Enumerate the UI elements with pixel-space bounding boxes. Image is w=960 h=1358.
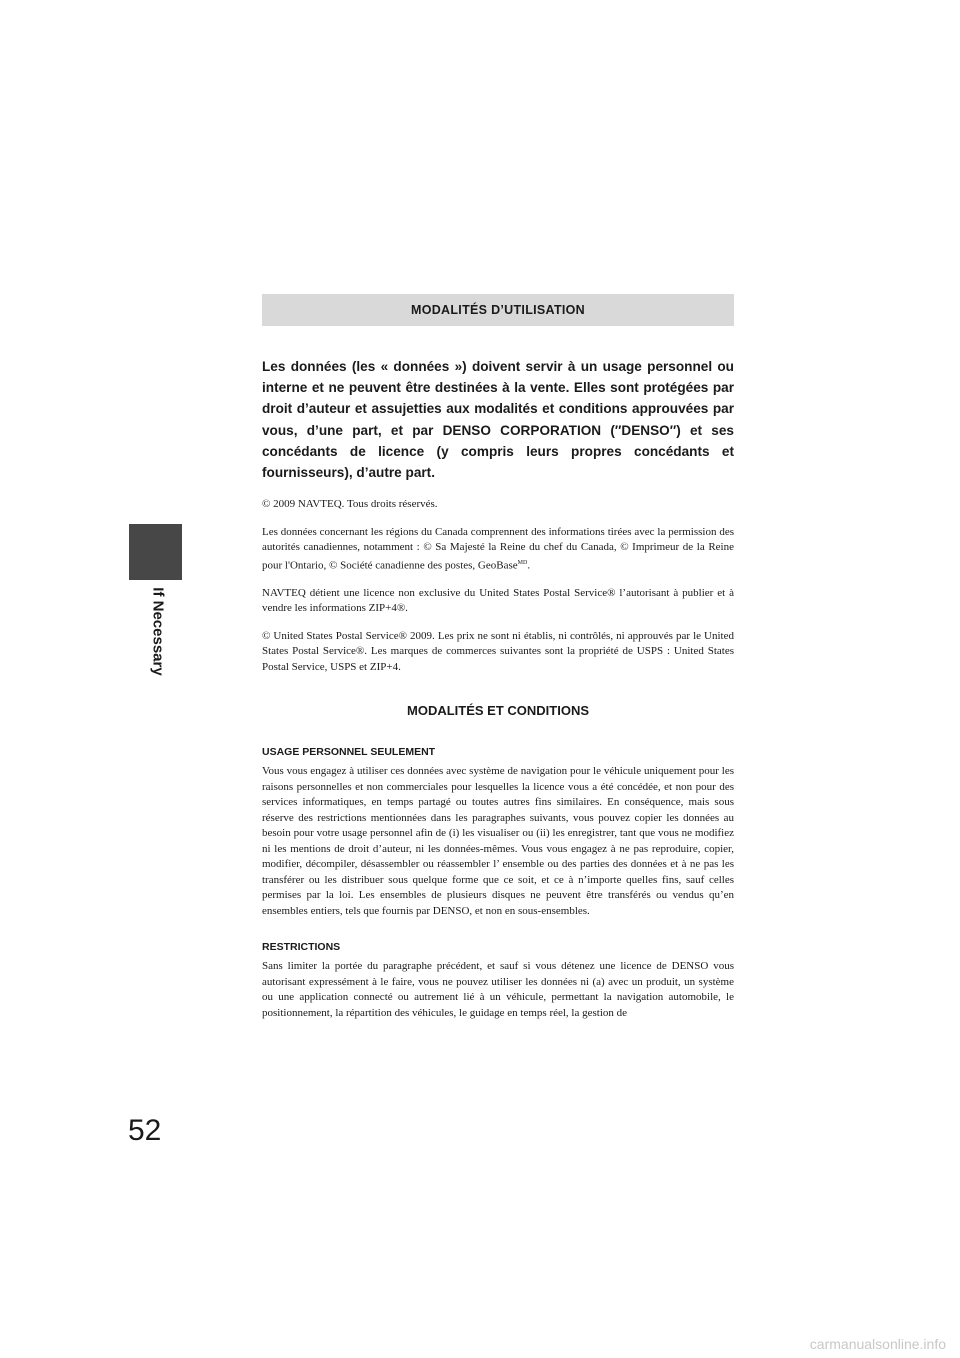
- lead-paragraph: Les données (les « données ») doivent servir à un usage personnel ou interne et ne peuvent être destinées à la vente. Elles sont protégées par droit d’auteur et assujetties aux modalités et conditions approuvées par vous, d’une part, et par DENSO CORPORATION (″DENSO″) et ses concédants de licence (y compris leurs propres concédants et fournisseurs), d’autre part.: [262, 359, 734, 481]
- canada-text: Les données concernant les régions du Canada comprennent des informations tirées avec la permission des autorités canadiennes, notamment : © Sa Majesté la Reine du chef du Canada, © Imprimeur de la Reine pour l'Ontario, © Société canadienne des postes, GeoBase: [262, 525, 734, 572]
- section-label: [143, 586, 173, 676]
- personal-use-paragraph: Vous vous engagez à utiliser ces données avec système de navigation pour le véhicule uniquement pour les raisons personnelles et non commerciales pour lesquelles la licence vous a été concédée, et non pour des services informatiques, en temps partagé ou toutes autres fins similaires. En conséquence, mais sous réserve des restrictions mentionnées dans les paragraphes suivants, vous pouvez copier les données au besoin pour votre usage personnel afin de (i) les visualiser ou (ii) les enregistrer, tant que vous ne modifiez ni les mentions de droit d’auteur, ni les données-mêmes. Vous vous engagez à ne pas reproduire, copier, modifier, décompiler, désassembler ou réassembler l’ ensemble ou des parties des données et à ne pas les transférer ou les distribuer sous quelque forme que ce soit, et ce à n’importe quelles fins, sauf celles permises par la loi. Les ensembles de plusieurs disques ne peuvent être transférés ou vendus qu’en ensembles entiers, tels que fournis par DENSO, et non en sous-ensembles.: [262, 765, 734, 917]
- page-number: 52: [128, 1114, 162, 1147]
- restrictions-heading: RESTRICTIONS: [262, 941, 341, 954]
- restrictions-paragraph: Sans limiter la portée du paragraphe précédent, et sauf si vous détenez une licence de DENSO vous autorisant expressément à le faire, vous ne pouvez utiliser les données ni (a) avec un produit, un système ou une application connecté ou autrement lié à un véhicule, permettant la navigation automobile, le positionnement, la répartition des véhicules, le guidage en temps réel, la gestion de: [262, 960, 734, 1019]
- copyright-navteq: © 2009 NAVTEQ. Tous droits réservés.: [262, 498, 438, 511]
- site-watermark: carmanualsonline.info: [809, 1336, 946, 1352]
- navteq-license-paragraph: NAVTEQ détient une licence non exclusive du United States Postal Service® l’autorisant à publier et à vendre les informations ZIP+4®.: [262, 586, 734, 615]
- page-content: [262, 294, 734, 1021]
- terms-heading: MODALITÉS ET CONDITIONS: [407, 703, 589, 719]
- section-tab-marker: [129, 524, 182, 580]
- section-banner: [262, 294, 734, 326]
- section-label-text: If Necessary: [149, 586, 167, 676]
- canada-paragraph: [262, 525, 734, 574]
- personal-use-heading: USAGE PERSONNEL SEULEMENT: [262, 746, 436, 759]
- canada-end: .: [527, 559, 531, 572]
- banner-title: MODALITÉS D’UTILISATION: [410, 303, 586, 317]
- usps-paragraph: © United States Postal Service® 2009. Les prix ne sont ni établis, ni contrôlés, ni approuvés par le United States Postal Service®. Les marques de commerces suivantes sont la propriété de USPS : United States Postal Service, USPS et ZIP+4.: [262, 629, 734, 673]
- canada-superscript: MD: [517, 559, 528, 566]
